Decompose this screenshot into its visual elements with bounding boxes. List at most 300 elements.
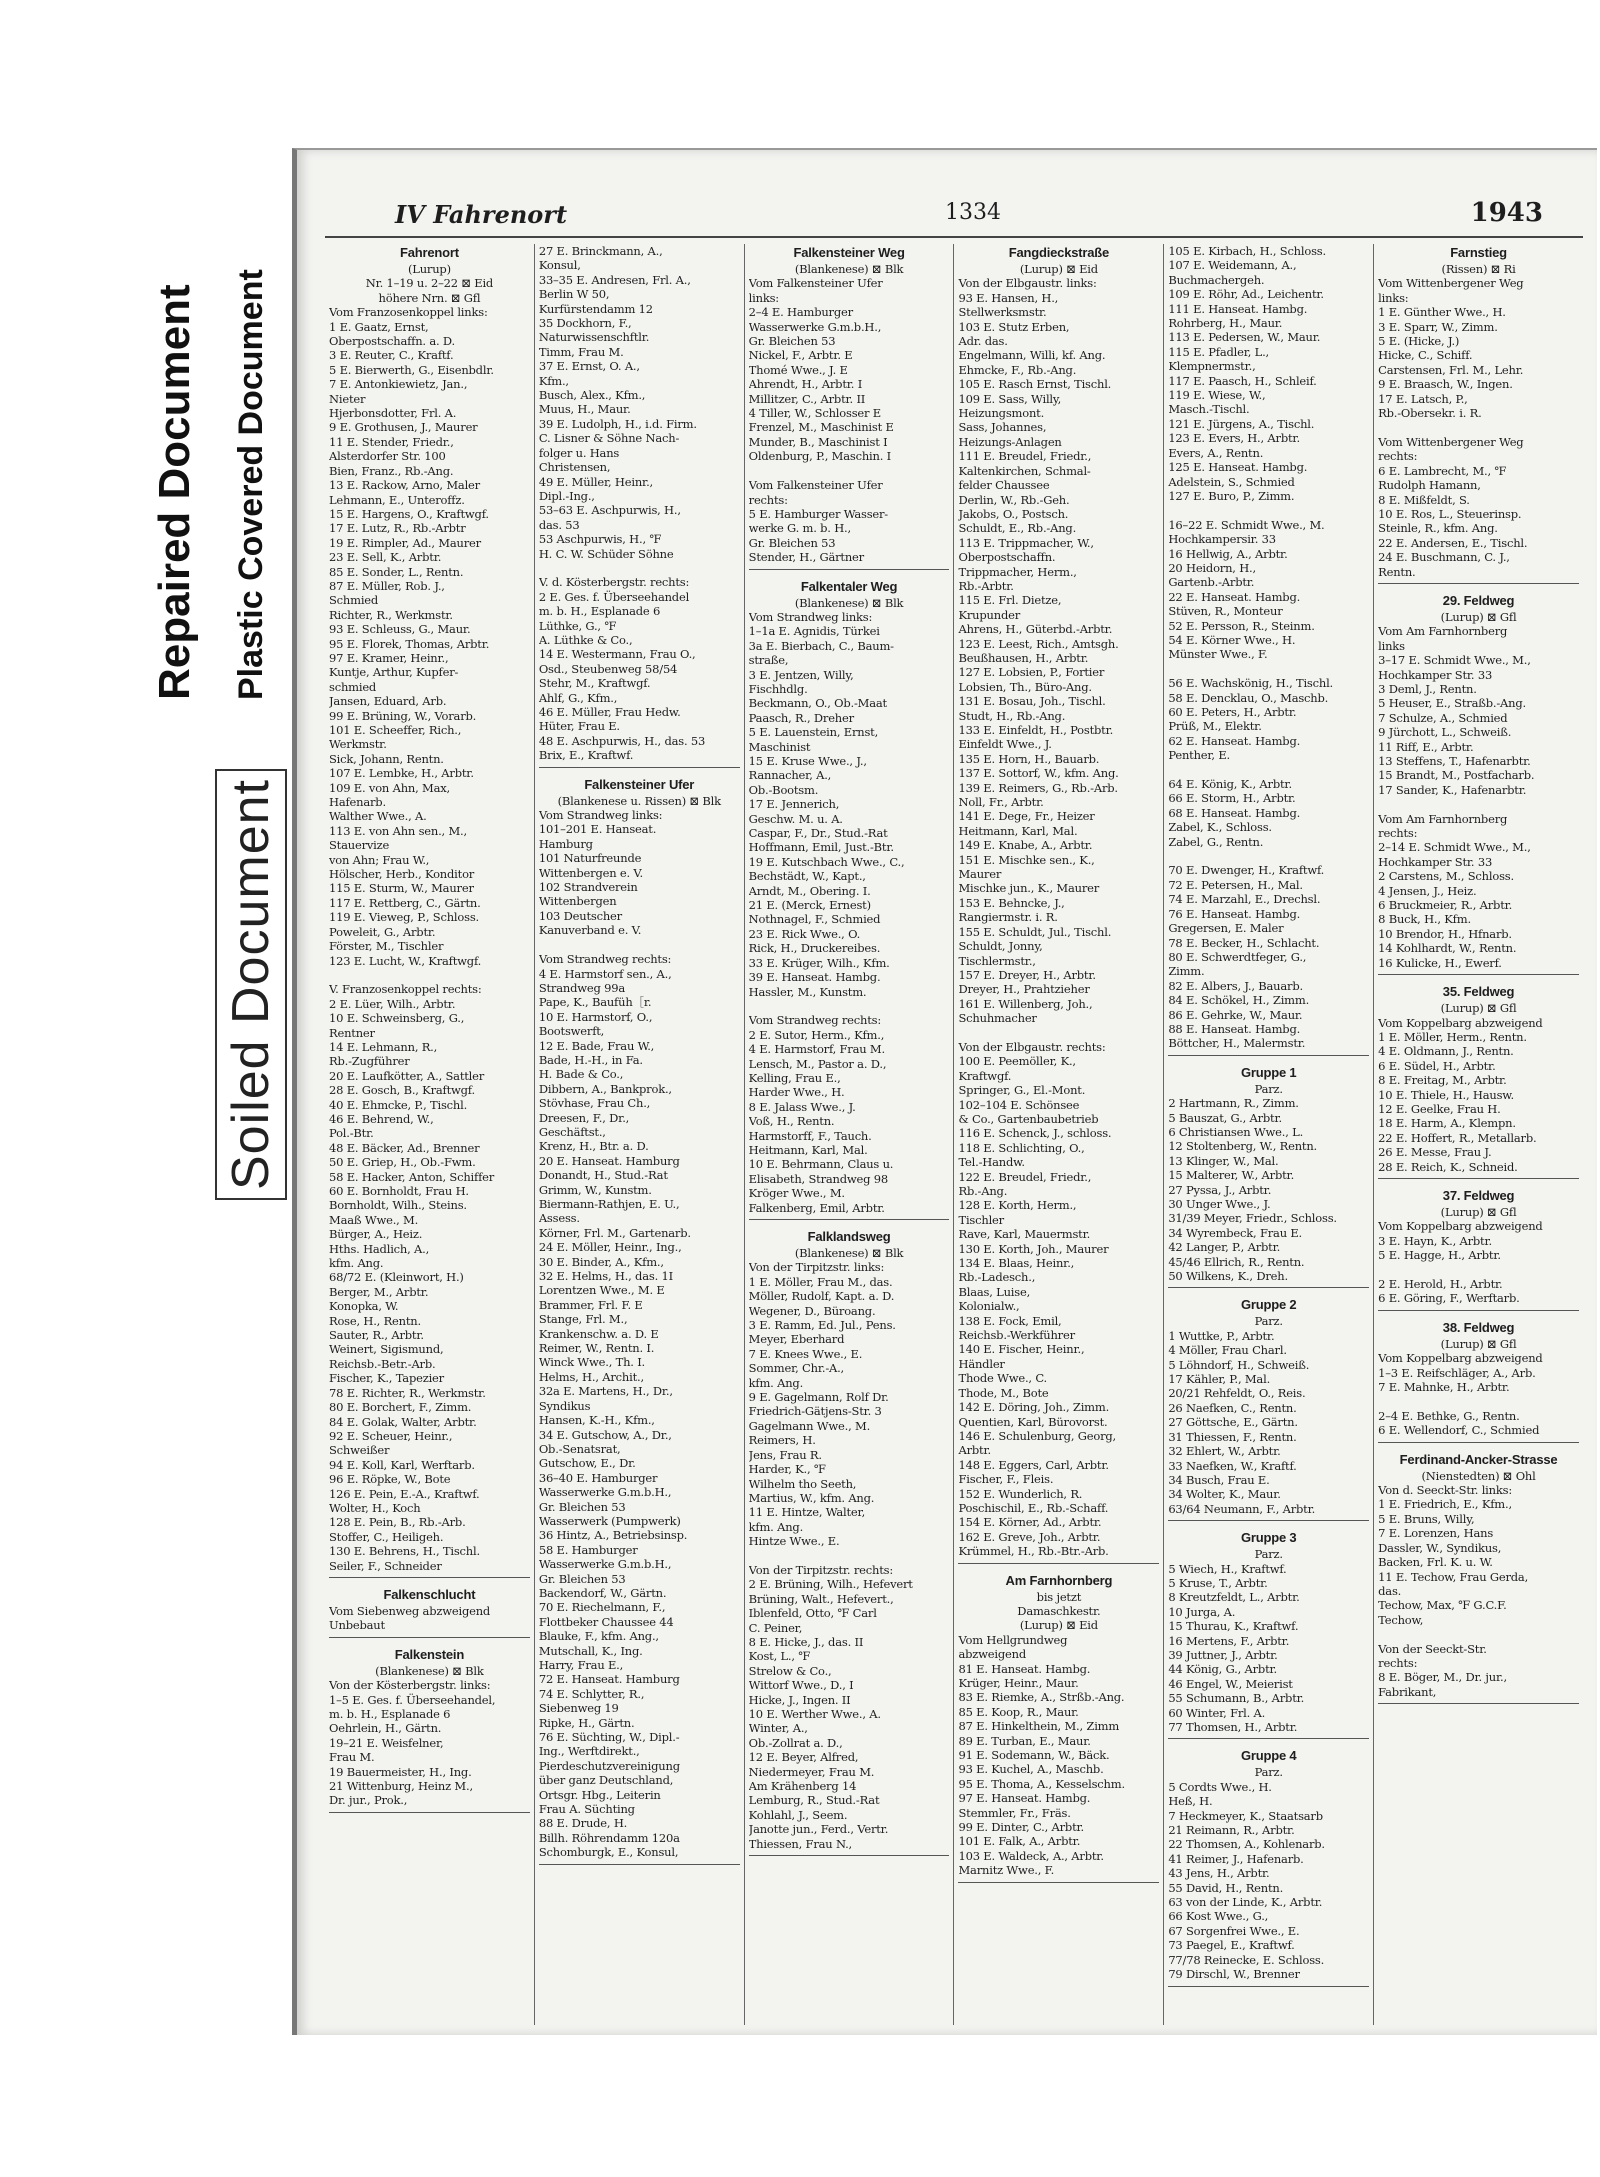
- resident-entry: Marnitz Wwe., F.: [958, 1863, 1055, 1878]
- resident-entry: 83 E. Riemke, A., Strßb.-Ang.: [958, 1690, 1125, 1705]
- resident-entry: Rannacher, A.,: [748, 768, 832, 783]
- resident-entry: Förster, M., Tischler: [329, 939, 444, 954]
- resident-entry: 6 Bruckmeier, R., Arbtr.: [1378, 898, 1513, 913]
- resident-entry: 33 Naefken, W., Kraftf.: [1168, 1458, 1297, 1473]
- resident-entry: 105 E. Rasch Ernst, Tischl.: [958, 377, 1112, 392]
- resident-entry: 6 E. Göring, F., Werftarb.: [1378, 1291, 1520, 1306]
- resident-entry: Maschinist: [748, 739, 811, 754]
- resident-entry: 70 E. Riechelmann, F.,: [538, 1600, 666, 1615]
- street-subtitle: (Lurup) ⊠ Gfl: [1440, 609, 1517, 624]
- street-name: 35. Feldweg: [1442, 984, 1515, 1000]
- resident-entry: 9 E. Gagelmann, Rolf Dr.: [748, 1390, 889, 1405]
- resident-entry: Möller, Rudolf, Kapt. a. D.: [748, 1289, 895, 1304]
- resident-entry: 146 E. Schulenburg, Georg,: [958, 1428, 1116, 1443]
- resident-entry: 1 E. Gaatz, Ernst,: [329, 319, 429, 334]
- resident-entry: [539, 561, 740, 575]
- resident-entry: Busch, Alex., Kfm.,: [538, 388, 646, 403]
- resident-entry: 32 Ehlert, W., Arbtr.: [1168, 1444, 1281, 1459]
- resident-entry: Hüter, Frau E.: [538, 719, 620, 734]
- resident-entry: Grimm, W., Kunstm.: [538, 1182, 652, 1197]
- resident-entry: 7 E. Knees Wwe., E.: [748, 1346, 863, 1361]
- resident-entry: Steinle, R., kfm. Ang.: [1378, 521, 1498, 536]
- resident-entry: 32 E. Helms, H., das. 1I: [538, 1269, 673, 1284]
- street-subtitle: (Nienstedten) ⊠ Ohl: [1421, 1468, 1536, 1483]
- resident-entry: 10 E. Schweinsberg, G.,: [329, 1011, 465, 1026]
- resident-entry: Lehmann, E., Unteroffz.: [329, 492, 465, 507]
- resident-entry: 48 E. Aschpurwis, H., das. 53: [538, 733, 706, 748]
- resident-entry: 78 E. Richter, R., Werkmstr.: [329, 1385, 486, 1400]
- street-section: [1378, 592, 1579, 975]
- resident-entry: 33 E. Krüger, Wilh., Kfm.: [748, 955, 890, 970]
- resident-entry: Kröger Wwe., M.: [748, 1186, 845, 1201]
- resident-entry: Vom Strandweg rechts:: [538, 952, 672, 967]
- resident-entry: 46 E. Müller, Frau Hedw.: [538, 705, 681, 719]
- resident-entry: Heizungs-Anlagen: [958, 434, 1062, 449]
- resident-entry: Iblenfeld, Otto, ℉ Carl: [748, 1606, 877, 1621]
- resident-entry: Wittenbergen: [538, 894, 617, 909]
- resident-entry: Engelmann, Willi, kf. Ang.: [958, 348, 1106, 363]
- resident-entry: Vom Wittenbergener Weg: [1378, 434, 1524, 449]
- resident-entry: rechts:: [1378, 826, 1418, 841]
- resident-entry: Kohlahl, J., Seem.: [748, 1807, 848, 1822]
- resident-entry: Konsul,: [538, 258, 581, 273]
- resident-entry: 17 Kähler, P., Mal.: [1168, 1372, 1271, 1387]
- resident-entry: 35 Dockhorn, F.,: [538, 316, 632, 331]
- resident-entry: 4 E. Harmstorf sen., A.,: [538, 966, 672, 981]
- resident-entry: 152 E. Wunderlich, R.: [958, 1486, 1083, 1501]
- street-subtitle: (Blankenese) ⊠ Blk: [794, 595, 904, 610]
- resident-entry: Frau M.: [329, 1750, 375, 1765]
- resident-entry: 3 Deml, J., Rentn.: [1378, 681, 1477, 696]
- resident-entry: Assess.: [538, 1211, 580, 1226]
- resident-entry: 123 E. Lucht, W., Kraftwgf.: [329, 953, 482, 968]
- resident-entry: 46 Engel, W., Meierist: [1168, 1676, 1293, 1691]
- resident-entry: 34 E. Gutschow, A., Dr.,: [538, 1427, 672, 1442]
- resident-entry: Heizungsmont.: [958, 406, 1045, 421]
- street-name: Falkensteiner Weg: [793, 245, 905, 260]
- resident-entry: 10 Brendor, H., Hfnarb.: [1378, 926, 1512, 941]
- street-section: [749, 1228, 950, 1856]
- resident-entry: [1378, 1394, 1579, 1408]
- street-section: [1168, 1529, 1369, 1739]
- resident-entry: Konopka, W.: [329, 1299, 399, 1314]
- resident-entry: 8 E. Hicke, J., das. II: [748, 1634, 864, 1649]
- resident-entry: Heitmann, Karl, Mal.: [958, 823, 1078, 838]
- resident-entry: 1–5 E. Ges. f. Überseehandel,: [329, 1692, 496, 1707]
- resident-entry: 117 E. Paasch, H., Schleif.: [1168, 373, 1317, 388]
- resident-entry: 95 E. Florek, Thomas, Arbtr.: [329, 636, 490, 651]
- resident-entry: 1–1a E. Agnidis, Türkei: [748, 624, 880, 639]
- resident-entry: 2–4 E. Hamburger: [748, 305, 853, 320]
- street-name: Falkensteiner Ufer: [584, 776, 695, 792]
- resident-entry: [1378, 1627, 1579, 1641]
- resident-entry: 5 Cordts Wwe., H.: [1168, 1779, 1272, 1794]
- resident-entry: Hochkamper Str. 33: [1378, 854, 1493, 869]
- resident-entry: 66 E. Storm, H., Arbtr.: [1168, 791, 1296, 806]
- resident-entry: Billh. Röhrendamm 120a: [538, 1830, 680, 1845]
- resident-entry: 66 Kost Wwe., G.,: [1168, 1909, 1269, 1924]
- resident-entry: Berger, M., Arbtr.: [329, 1284, 429, 1299]
- street-subtitle: (Lurup) ⊠ Eid: [1019, 262, 1098, 276]
- resident-entry: Alsterdorfer Str. 100: [329, 449, 446, 464]
- street-section: [1168, 1747, 1369, 1986]
- resident-entry: Körner, Frl. M., Gartenarb.: [538, 1225, 691, 1240]
- resident-entry: Stüven, R., Monteur: [1168, 604, 1283, 619]
- resident-entry: Frau A. Süchting: [538, 1802, 635, 1817]
- resident-entry: Ob.-Zollrat a. D.,: [748, 1735, 843, 1750]
- resident-entry: 8 E. Mißfeldt, S.: [1378, 492, 1470, 507]
- resident-entry: Jakobs, O., Postsch.: [958, 506, 1069, 521]
- resident-entry: Reimers, H.: [748, 1433, 816, 1448]
- resident-entry: Richter, R., Werkmstr.: [329, 607, 453, 622]
- column-6: [1374, 244, 1583, 2025]
- resident-entry: [749, 464, 950, 478]
- resident-entry: 126 E. Pein, E.-A., Kraftwf.: [329, 1486, 480, 1501]
- resident-entry: 22 E. Andersen, E., Tischl.: [1378, 535, 1528, 550]
- resident-entry: Caspar, F., Dr., Stud.-Rat: [748, 826, 888, 841]
- resident-entry: 30 E. Binder, A., Kfm.,: [538, 1254, 664, 1269]
- resident-entry: Hölscher, Herb., Konditor: [329, 867, 475, 882]
- resident-entry: 115 E. Frl. Dietze,: [958, 593, 1062, 608]
- resident-entry: 15 E. Hargens, O., Kraftwgf.: [329, 506, 489, 521]
- resident-entry: Unbebaut: [329, 1618, 385, 1633]
- resident-entry: 55 David, H., Rentn.: [1168, 1880, 1284, 1895]
- resident-entry: 5 Kruse, T., Arbtr.: [1168, 1575, 1268, 1590]
- resident-entry: Händler: [958, 1356, 1005, 1371]
- resident-entry: 53–63 E. Aschpurwis, H.,: [538, 503, 681, 518]
- street-name: Falkenstein: [394, 1646, 465, 1662]
- resident-entry: Paasch, R., Dreher: [748, 710, 854, 725]
- resident-entry: 37 E. Ernst, O. A.,: [538, 359, 640, 374]
- resident-entry: 4 Tiller, W., Schlosser E: [748, 406, 881, 421]
- resident-entry: Muus, H., Maur.: [538, 402, 631, 417]
- resident-entry: Backen, Frl. K. u. W.: [1378, 1555, 1493, 1570]
- street-name: 38. Feldweg: [1442, 1319, 1515, 1335]
- resident-entry: 102 Strandverein: [538, 880, 638, 895]
- resident-entry: Gr. Bleichen 53: [538, 1571, 626, 1586]
- resident-entry: 130 E. Behrens, H., Tischl.: [329, 1544, 480, 1559]
- resident-entry: Osd., Steubenweg 58/54: [538, 661, 678, 676]
- resident-entry: 20 Heidorn, H.,: [1168, 560, 1256, 575]
- resident-entry: Rb.-Ladesch.,: [958, 1270, 1036, 1285]
- resident-entry: 10 E. Ros, L., Steuerinsp.: [1378, 506, 1522, 521]
- resident-entry: 109 E. Sass, Willy,: [958, 391, 1062, 406]
- resident-entry: Schweißer: [329, 1443, 390, 1458]
- street-subtitle: (Lurup) ⊠ Gfl: [1440, 1204, 1517, 1219]
- resident-entry: 10 E. Behrmann, Claus u.: [748, 1157, 894, 1172]
- resident-entry: 6 E. Südel, H., Arbtr.: [1378, 1058, 1496, 1073]
- street-section: [1378, 1319, 1579, 1443]
- resident-entry: 5 E. Bierwerth, G., Eisenbdlr.: [329, 362, 494, 377]
- resident-entry: [1168, 662, 1369, 676]
- street-name: Gruppe 4: [1240, 1748, 1297, 1764]
- resident-entry: 95 E. Thoma, A., Kesselschm.: [958, 1776, 1125, 1791]
- resident-entry: Oldenburg, P., Maschin. I: [748, 449, 891, 464]
- resident-entry: 50 Wilkens, K., Dreh.: [1168, 1269, 1288, 1284]
- resident-entry: das. 53: [538, 517, 580, 532]
- street-name: Falkentaler Weg: [800, 578, 898, 594]
- resident-entry: 3a E. Bierbach, C., Baum-: [748, 638, 894, 653]
- resident-entry: Krenz, H., Btr. a. D.: [538, 1139, 649, 1154]
- resident-entry: 63/64 Neumann, F., Arbtr.: [1168, 1501, 1316, 1516]
- resident-entry: 127 E. Buro, P., Zimm.: [1168, 488, 1295, 503]
- resident-entry: Vom Wittenbergener Weg: [1378, 276, 1524, 291]
- street-name: Farnstieg: [1450, 245, 1507, 260]
- resident-entry: A. Lüthke & Co.,: [538, 632, 633, 647]
- resident-entry: 115 E. Pfadler, L.,: [1168, 344, 1270, 359]
- resident-entry: 80 E. Schwerdtfeger, G.,: [1168, 949, 1307, 964]
- soiled-stamp: Soiled Document: [215, 769, 287, 1200]
- resident-entry: 60 Winter, Frl. A.: [1168, 1705, 1266, 1720]
- resident-entry: Von d. Seeckt-Str. links:: [1378, 1483, 1513, 1498]
- resident-entry: Harmstorff, F., Tauch.: [748, 1128, 872, 1143]
- street-name: Falklandsweg: [807, 1229, 891, 1244]
- resident-entry: Oberpostschaffn.: [958, 550, 1056, 565]
- resident-entry: 86 E. Gehrke, W., Maur.: [1168, 1007, 1303, 1022]
- resident-entry: 12 Stoltenberg, W., Rentn.: [1168, 1139, 1318, 1154]
- resident-entry: 119 E. Vieweg, P., Schloss.: [329, 910, 479, 925]
- resident-entry: 3 E. Hayn, K., Arbtr.: [1378, 1233, 1492, 1248]
- resident-entry: 36 Hintz, A., Betriebsinsp.: [538, 1528, 688, 1543]
- resident-entry: 34 Wyrembeck, Frau E.: [1168, 1225, 1303, 1240]
- resident-entry: 27 E. Brinckmann, A.,: [538, 244, 663, 258]
- resident-entry: Am Krähenberg 14: [748, 1779, 857, 1794]
- resident-entry: Prüß, M., Elektr.: [1168, 719, 1262, 734]
- resident-entry: 33–35 E. Andresen, Frl. A.,: [538, 272, 691, 287]
- resident-entry: 103 E. Stutz Erben,: [958, 319, 1070, 334]
- resident-entry: Reichsb.-Betr.-Arb.: [329, 1356, 436, 1371]
- resident-entry: kfm. Ang.: [329, 1256, 384, 1271]
- resident-entry: 113 E. Pedersen, W., Maur.: [1168, 330, 1321, 345]
- resident-entry: 3 E. Ramm, Ed. Jul., Pens.: [748, 1318, 896, 1333]
- street-subtitle: (Blankenese) ⊠ Blk: [794, 1246, 904, 1260]
- resident-entry: 58 E. Dencklau, O., Maschb.: [1168, 690, 1329, 705]
- resident-entry: Wilhelm tho Seeth,: [748, 1476, 857, 1491]
- street-name: Gruppe 1: [1240, 1064, 1297, 1080]
- resident-entry: Vom Franzosenkoppel links:: [329, 305, 488, 320]
- resident-entry: 8 E. Böger, M., Dr. jur.,: [1378, 1670, 1507, 1685]
- resident-entry: 39 E. Hanseat. Hambg.: [748, 970, 881, 985]
- resident-entry: Janotte jun., Ferd., Vertr.: [748, 1822, 889, 1837]
- resident-entry: 99 E. Dinter, C., Arbtr.: [958, 1820, 1084, 1835]
- resident-entry: Hansen, K.-H., Kfm.,: [538, 1413, 655, 1428]
- resident-entry: Walther Wwe., A.: [329, 809, 427, 824]
- resident-entry: Bornholdt, Wilh., Steins.: [329, 1198, 467, 1213]
- street-section: [329, 244, 530, 1578]
- resident-entry: Ortsgr. Hbg., Leiterin: [538, 1787, 661, 1802]
- resident-entry: 52 E. Persson, R., Steinm.: [1168, 618, 1315, 633]
- resident-entry: Stoffer, C., Heiligeh.: [329, 1529, 444, 1544]
- resident-entry: Sommer, Chr.-A.,: [748, 1361, 845, 1376]
- resident-entry: 131 E. Bosau, Joh., Tischl.: [958, 694, 1106, 709]
- resident-entry: 5 E. Bruns, Willy,: [1378, 1511, 1475, 1526]
- resident-entry: V. d. Kösterbergstr. rechts:: [538, 575, 690, 590]
- resident-entry: Zimm.: [1168, 964, 1205, 979]
- resident-entry: 101 E. Scheeffer, Rich.,: [329, 723, 462, 737]
- resident-entry: Schuldt, Jonny,: [958, 939, 1043, 954]
- resident-entry: 93 E. Hansen, H.,: [958, 290, 1059, 305]
- resident-entry: Studt, H., Rb.-Ang.: [958, 708, 1066, 723]
- resident-entry: 2 Hartmann, R., Zimm.: [1168, 1096, 1299, 1111]
- resident-entry: 81 E. Hanseat. Hambg.: [958, 1661, 1091, 1676]
- street-section: [749, 244, 950, 570]
- resident-entry: 88 E. Drude, H.: [538, 1816, 628, 1831]
- resident-entry: 46 E. Behrend, W.,: [329, 1111, 434, 1126]
- resident-entry: Kelling, Frau E.,: [748, 1070, 841, 1085]
- resident-entry: 94 E. Koll, Karl, Werftarb.: [329, 1457, 475, 1472]
- resident-entry: Thode, M., Bote: [958, 1385, 1049, 1400]
- resident-entry: [1378, 1263, 1579, 1277]
- resident-entry: 14 E. Westermann, Frau O.,: [538, 647, 696, 662]
- resident-entry: Friedrich-Gätjens-Str. 3: [748, 1404, 882, 1419]
- resident-entry: 17 E. Latsch, P.,: [1378, 391, 1468, 406]
- resident-entry: 22 E. Hanseat. Hambg.: [1168, 589, 1301, 604]
- resident-entry: Vom Koppelbarg abzweigend: [1378, 1219, 1543, 1234]
- resident-entry: 14 Kohlhardt, W., Rentn.: [1378, 941, 1517, 956]
- resident-entry: 27 Göttsche, E., Gärtn.: [1168, 1415, 1298, 1430]
- resident-entry: Lobsien, Th., Büro-Ang.: [958, 679, 1092, 694]
- street-subtitle: (Blankenese) ⊠ Blk: [794, 262, 904, 276]
- resident-entry: 113 E. Trippmacher, W.,: [958, 535, 1094, 550]
- resident-entry: 72 E. Hanseat. Hamburg: [538, 1672, 680, 1687]
- resident-entry: 22 E. Hoffert, R., Metallarb.: [1378, 1130, 1537, 1145]
- resident-entry: Fabrikant,: [1378, 1684, 1437, 1699]
- street-section: [749, 578, 950, 1220]
- resident-entry: Vom Koppelbarg abzweigend: [1378, 1351, 1543, 1366]
- resident-entry: 142 E. Döring, Joh., Zimm.: [958, 1400, 1110, 1415]
- resident-entry: 10 E. Werther Wwe., A.: [748, 1707, 881, 1721]
- resident-entry: Rb.-Arbtr.: [958, 578, 1014, 593]
- resident-entry: 6 E. Wellendorf, C., Schmied: [1378, 1423, 1540, 1438]
- resident-entry: Nieter: [329, 391, 366, 406]
- resident-entry: Mutschall, K., Ing.: [538, 1643, 643, 1658]
- resident-entry: Wasserwerke G.m.b.H.,: [538, 1557, 672, 1572]
- resident-entry: 27 Pyssa, J., Arbtr.: [1168, 1182, 1272, 1197]
- resident-entry: 14 E. Lehmann, R.,: [329, 1039, 438, 1054]
- resident-entry: Heß, H.: [1168, 1794, 1213, 1809]
- resident-entry: Von der Kösterbergstr. links:: [329, 1678, 491, 1693]
- resident-entry: Hafenarb.: [329, 795, 386, 810]
- resident-entry: kfm. Ang.: [748, 1519, 804, 1534]
- street-section: [1378, 244, 1579, 584]
- resident-entry: Klempnermstr.,: [1168, 359, 1256, 374]
- resident-entry: Vom Strandweg links:: [748, 609, 873, 624]
- resident-entry: Rohrberg, H., Maur.: [1168, 316, 1283, 331]
- resident-entry: 77/78 Reinecke, E. Schloss.: [1168, 1952, 1325, 1967]
- resident-entry: über ganz Deutschland,: [538, 1773, 674, 1788]
- resident-entry: Winter, A.,: [748, 1721, 808, 1736]
- resident-entry: Millitzer, C., Arbtr. II: [748, 391, 866, 406]
- resident-entry: 12 E. Geelke, Frau H.: [1378, 1101, 1501, 1116]
- resident-entry: werke G. m. b. H.,: [748, 521, 851, 536]
- resident-entry: 2 E. Sutor, Herm., Kfm.,: [748, 1027, 885, 1042]
- street-section: [539, 776, 740, 1865]
- resident-entry: 123 E. Leest, Rich., Amtsgh.: [958, 636, 1119, 651]
- resident-entry: 109 E. von Ahn, Max,: [329, 780, 450, 795]
- resident-entry: 122 E. Breudel, Friedr.,: [958, 1169, 1092, 1184]
- resident-entry: Penther, E.: [1168, 748, 1230, 763]
- resident-entry: 24 E. Buschmann, C. J.,: [1378, 550, 1510, 565]
- resident-entry: 115 E. Sturm, W., Maurer: [329, 881, 474, 896]
- resident-entry: 141 E. Dege, Fr., Heizer: [958, 809, 1095, 824]
- resident-entry: Krupunder: [958, 607, 1021, 622]
- resident-entry: Hicke, J., Ingen. II: [748, 1692, 851, 1707]
- resident-entry: Vom Am Farnhornberg: [1378, 811, 1508, 826]
- resident-entry: 21 Wittenburg, Heinz M.,: [329, 1779, 473, 1794]
- resident-entry: Blauke, F., kfm. Ang.,: [538, 1629, 659, 1644]
- resident-entry: Sick, Johann, Rentn.: [329, 751, 444, 766]
- resident-entry: Kurfürstendamm 12: [538, 301, 653, 316]
- resident-entry: Stövhase, Frau Ch.,: [538, 1096, 651, 1111]
- resident-entry: 24 E. Möller, Heinr., Ing.,: [538, 1240, 682, 1255]
- resident-entry: Gagelmann Wwe., M.: [748, 1418, 871, 1433]
- resident-entry: Falkenberg, Emil, Arbtr.: [748, 1200, 885, 1215]
- resident-entry: Einfeldt Wwe., J.: [958, 737, 1052, 752]
- resident-entry: Elisabeth, Strandweg 98: [748, 1171, 888, 1186]
- resident-entry: 4 E. Harmstorf, Frau M.: [748, 1042, 885, 1057]
- resident-entry: Wasserwerke G.m.b.H.,: [538, 1485, 672, 1500]
- resident-entry: Ripke, H., Gärtn.: [538, 1715, 635, 1730]
- resident-entry: Stauervize: [329, 838, 390, 853]
- street-section: [539, 244, 740, 768]
- resident-entry: 49 E. Müller, Heinr.,: [538, 474, 653, 489]
- resident-entry: folger u. Hans: [538, 445, 620, 460]
- resident-entry: Böttcher, H., Malermstr.: [1168, 1036, 1306, 1051]
- resident-entry: 97 E. Kramer, Heinr.,: [329, 650, 449, 665]
- resident-entry: Hoffmann, Emil, Just.-Btr.: [748, 840, 894, 855]
- resident-entry: Dreesen, F., Dr.,: [538, 1110, 630, 1125]
- resident-entry: 74 E. Schlytter, R.,: [538, 1686, 645, 1701]
- resident-entry: 15 Thurau, K., Kraftwf.: [1168, 1619, 1299, 1634]
- resident-entry: Sauter, R., Arbtr.: [329, 1328, 424, 1343]
- resident-entry: 6 E. Lambrecht, M., ℉: [1378, 463, 1507, 478]
- resident-entry: Christensen,: [538, 460, 611, 475]
- resident-entry: 1 E. Günther Wwe., H.: [1378, 305, 1506, 320]
- resident-entry: Hamburg: [538, 836, 593, 851]
- resident-entry: Strandweg 99a: [538, 980, 626, 995]
- resident-entry: 15 Brandt, M., Postfacharb.: [1378, 768, 1535, 783]
- resident-entry: Adr. das.: [958, 334, 1008, 349]
- resident-entry: 55 Schumann, B., Arbtr.: [1168, 1691, 1305, 1706]
- directory-columns: [325, 244, 1583, 2025]
- resident-entry: 8 E. Freitag, M., Arbtr.: [1378, 1073, 1507, 1088]
- resident-entry: rechts:: [1378, 1655, 1418, 1670]
- street-subtitle: (Lurup) ⊠ Gfl: [1440, 1336, 1517, 1351]
- resident-entry: Vom Koppelbarg abzweigend: [1378, 1015, 1543, 1030]
- resident-entry: 121 E. Jürgens, A., Tischl.: [1168, 416, 1315, 431]
- resident-entry: abzweigend: [958, 1647, 1027, 1662]
- resident-entry: Lemburg, R., Stud.-Rat: [748, 1793, 880, 1808]
- street-name: Ferdinand-Ancker-Strasse: [1399, 1451, 1558, 1467]
- resident-entry: 10 Jurga, A.: [1168, 1604, 1236, 1619]
- resident-entry: Hths. Hadlich, A.,: [329, 1241, 430, 1256]
- resident-entry: Kolonialw.,: [958, 1299, 1020, 1314]
- resident-entry: Tischlermstr.,: [958, 953, 1036, 968]
- resident-entry: Trippmacher, Herm.,: [958, 564, 1077, 579]
- resident-entry: Stehr, M., Kraftwgf.: [538, 676, 651, 691]
- resident-entry: 116 E. Schenck, J., schloss.: [958, 1126, 1112, 1141]
- resident-entry: Harder Wwe., H.: [748, 1085, 845, 1100]
- resident-entry: Hicke, C., Schiff.: [1378, 348, 1473, 363]
- resident-entry: 8 Buck, H., Kfm.: [1378, 912, 1471, 927]
- resident-entry: Gregersen, E. Maler: [1168, 921, 1284, 936]
- resident-entry: 39 E. Ludolph, H., i.d. Firm.: [538, 416, 697, 431]
- resident-entry: Harry, Frau E.,: [538, 1658, 624, 1672]
- street-section: [1168, 1296, 1369, 1521]
- resident-entry: Vom Falkensteiner Ufer: [748, 478, 883, 493]
- resident-entry: Rentn.: [1378, 564, 1416, 579]
- column-3: [745, 244, 955, 2025]
